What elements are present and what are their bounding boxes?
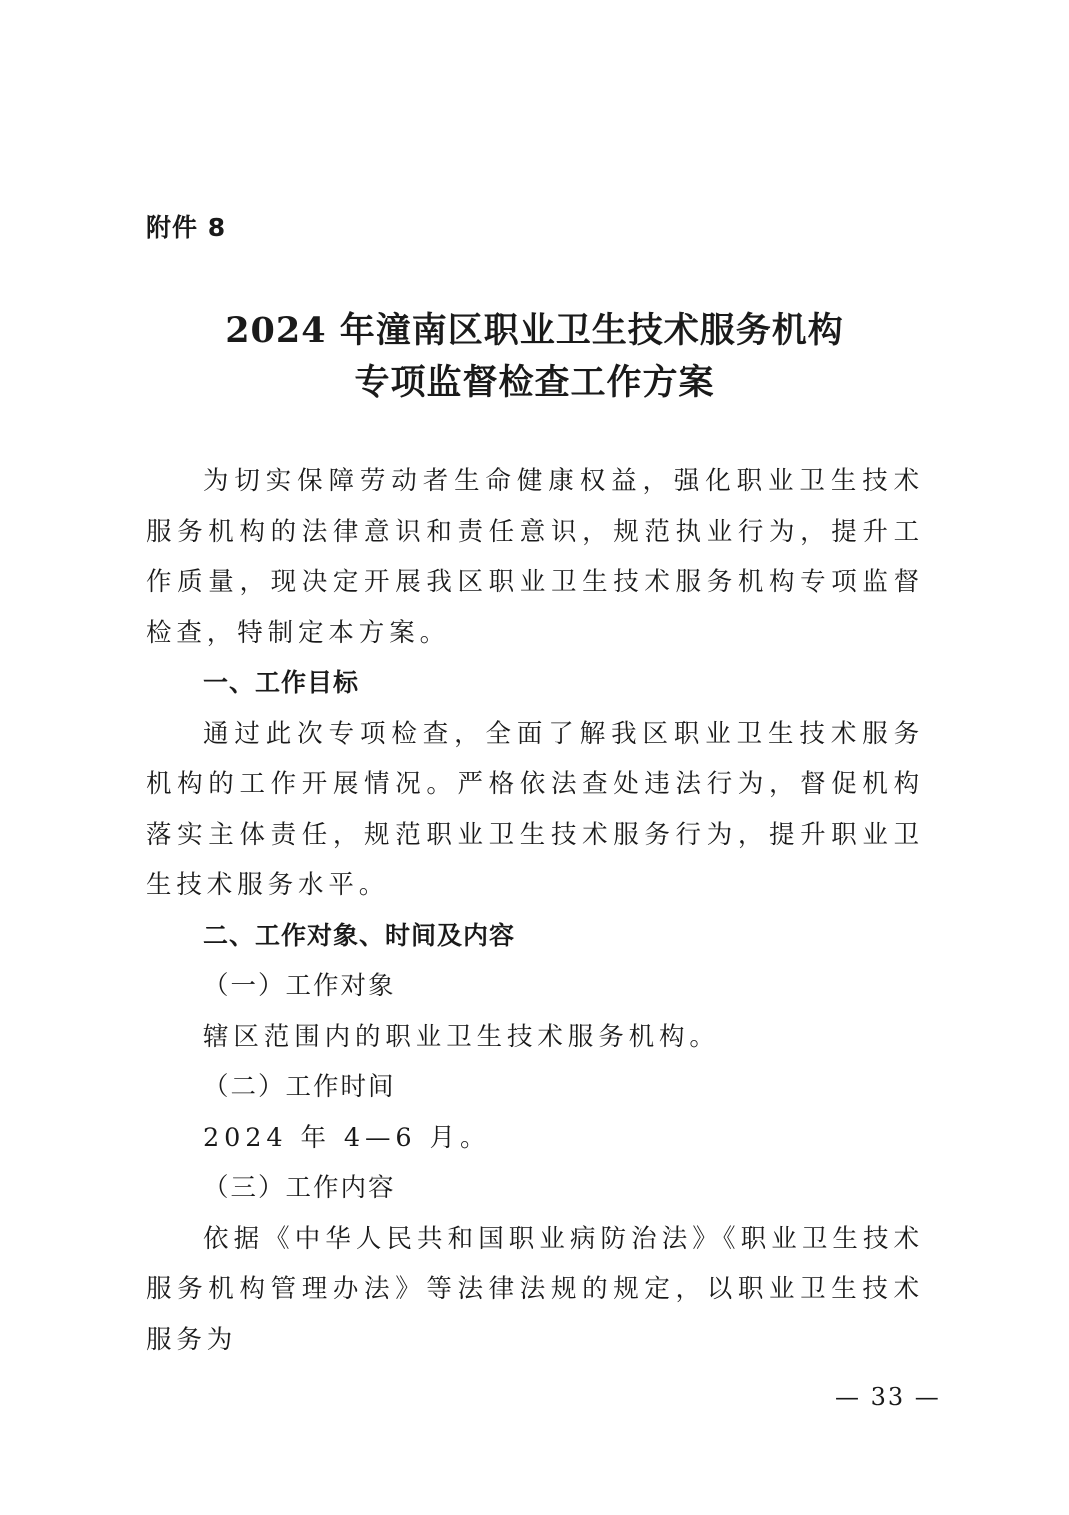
subsection-3-heading: （三）工作内容 (203, 1173, 396, 1203)
subsection-3-text: 依据《中华人民共和国职业病防治法》《职业卫生技术服务机构管理办法》等法律法规的规定，以职业卫生技术服务为 (146, 1223, 924, 1355)
document-body (146, 456, 924, 1365)
page-number: — 33 — (835, 1383, 941, 1411)
subsection-2-text: 2024 年 4—6 月。 (203, 1122, 491, 1153)
subsection-1-text: 辖区范围内的职业卫生技术服务机构。 (203, 1021, 720, 1052)
section-1-heading: 一、工作目标 (203, 668, 360, 697)
section-1-paragraph: 通过此次专项检查，全面了解我区职业卫生技术服务机构的工作开展情况。严格依法查处违法行为，督促机构落实主体责任，规范职业卫生技术服务行为，提升职业卫生技术服务水平。 (146, 718, 924, 900)
subsection-2-heading: （二）工作时间 (203, 1072, 396, 1102)
section-2-heading: 二、工作对象、时间及内容 (203, 920, 516, 950)
attachment-label: 附件 8 (146, 213, 227, 242)
intro-paragraph: 为切实保障劳动者生命健康权益，强化职业卫生技术服务机构的法律意识和责任意识，规范执业行为，提升工作质量，现决定开展我区职业卫生技术服务机构专项监督检查，特制定本方案。 (146, 466, 924, 648)
document-title-line-1: 2024 年潼南区职业卫生技术服务机构 (225, 310, 844, 351)
document-title-line-2: 专项监督检查工作方案 (354, 362, 715, 403)
subsection-1-heading: （一）工作对象 (203, 971, 396, 1001)
